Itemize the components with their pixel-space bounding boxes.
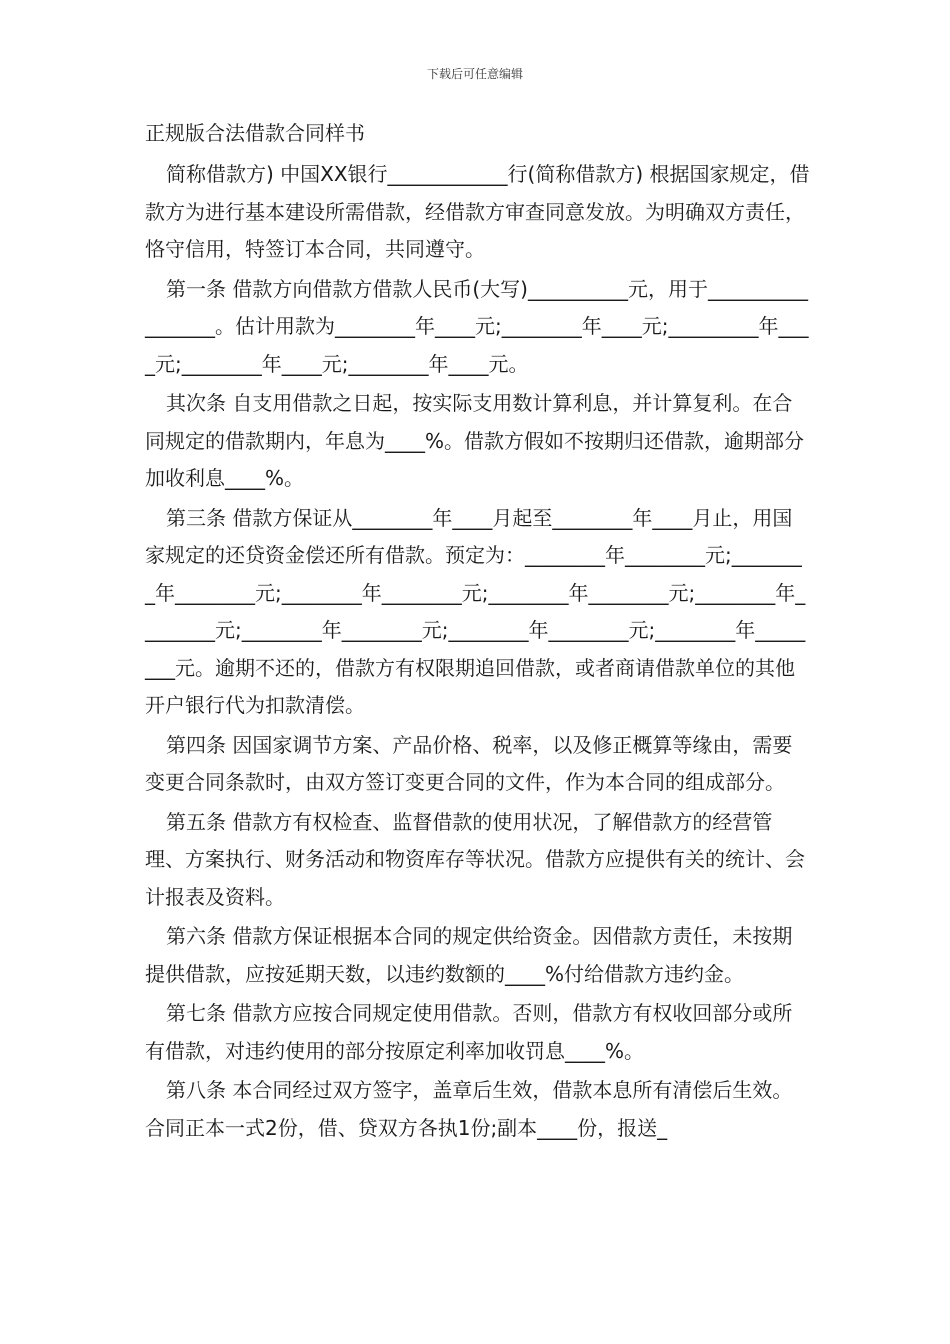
paragraph-article-7: 第七条 借款方应按合同规定使用借款。否则，借款方有权收回部分或所有借款，对违约使用的部分按原定利率加收罚息____%。	[145, 1001, 793, 1063]
page-header-note: 下载后可任意编辑	[426, 67, 523, 81]
document-title: 正规版合法借款合同样书	[145, 121, 365, 145]
document-body	[145, 120, 810, 1149]
paragraph-article-8: 第八条 本合同经过双方签字，盖章后生效，借款本息所有清偿后生效。合同正本一式2份，借、贷双方各执1份;副本____份，报送_	[145, 1078, 793, 1140]
paragraph-article-2: 其次条 自支用借款之日起，按实际支用数计算利息，并计算复利。在合同规定的借款期内，年息为____%。借款方假如不按期归还借款，逾期部分加收利息____%。	[145, 391, 805, 490]
paragraph-article-6: 第六条 借款方保证根据本合同的规定供给资金。因借款方责任，未按期提供借款，应按延期天数，以违约数额的____%付给借款方违约金。	[145, 924, 793, 986]
paragraph-article-5: 第五条 借款方有权检查、监督借款的使用状况，了解借款方的经营管理、方案执行、财务活动和物资库存等状况。借款方应提供有关的统计、会计报表及资料。	[145, 809, 805, 909]
paragraph-article-4: 第四条 因国家调节方案、产品价格、税率，以及修正概算等缘由，需要变更合同条款时，由双方签订变更合同的文件，作为本合同的组成部分。	[145, 732, 793, 794]
paragraph-article-1: 第一条 借款方向借款方借款人民币(大写)__________元，用于_________________。估计用款为________年____元;________年____元;_________年____元;________年____元;________年____元。	[145, 276, 809, 376]
paragraph-preamble: 简称借款方) 中国XX银行____________行(简称借款方) 根据国家规定，借款方为进行基本建设所需借款，经借款方审查同意发放。为明确双方责任，恪守信用，特签订本合同，共同遵守。	[145, 162, 810, 261]
paragraph-article-3: 第三条 借款方保证从________年____月起至________年____月止，用国家规定的还贷资金偿还所有借款。预定为：________年________元;________年________元;________年________元;________年________元;________年________元;________年________元;________年________元;________年________元。逾期不还的，借款方有权限期追回借款，或者商请借款单位的其他开户银行代为扣款清偿。	[145, 505, 806, 717]
